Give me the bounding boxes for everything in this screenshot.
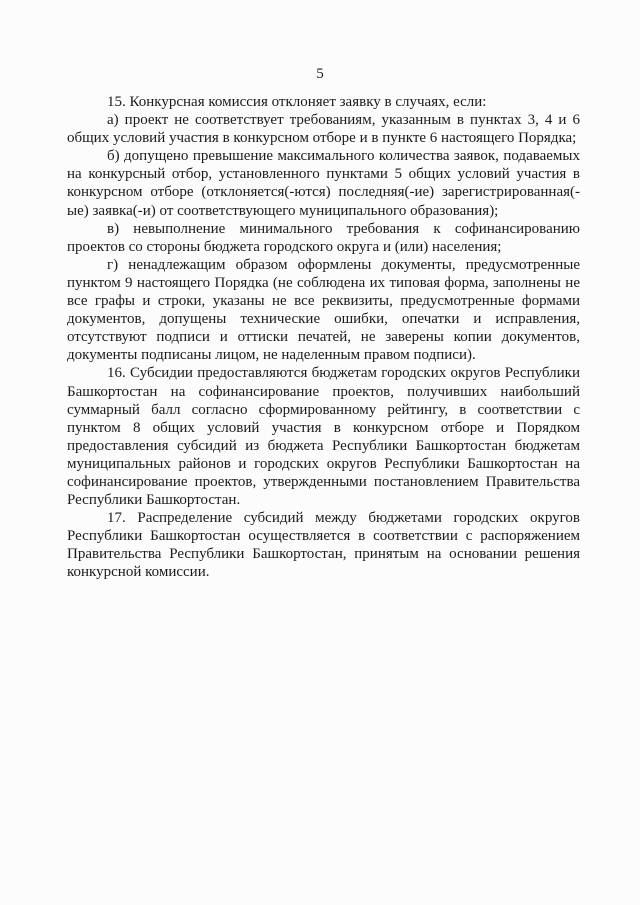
paragraph-15-item-v: в) невыполнение минимального требования к софинансированию проектов со стороны бюджета городского округа и (или) населения; bbox=[67, 220, 580, 255]
page-number: 5 bbox=[316, 66, 324, 82]
paragraph-15-item-a: а) проект не соответствует требованиям, указанным в пунктах 3, 4 и 6 общих условий участия в конкурсном отборе и в пункте 6 настоящего Порядка; bbox=[67, 112, 580, 147]
paragraph-16: 16. Субсидии предоставляются бюджетам городских округов Республики Башкортостан на софинансирование проектов, получивших наибольший суммарный балл согласно сформированному рейтингу, в соответствии с пунктом 8 общих условий участия в конкурсном отборе и Порядком предоставления субсидий из бюджета Республики Башкортостан бюджетам муниципальных районов и городских округов Республики Башкортостан на софинансирование проектов, утвержденными постановлением Правительства Республики Башкортостан. bbox=[67, 365, 580, 509]
document-body bbox=[67, 93, 580, 582]
paragraph-15-intro: 15. Конкурсная комиссия отклоняет заявку в случаях, если: bbox=[107, 94, 487, 110]
paragraph-15-item-b: б) допущено превышение максимального количества заявок, подаваемых на конкурсный отбор, установленного пунктами 5 общих условий участия в конкурсном отборе (отклоняется(-ются) последняя(-ие) зарегистрированная(-ые) заявка(-и) от соответствующего муниципального образования); bbox=[67, 148, 580, 219]
paragraph-17: 17. Распределение субсидий между бюджетами городских округов Республики Башкортостан осуществляется в соответствии с распоряжением Правительства Республики Башкортостан, принятым на основании решения конкурсной комиссии. bbox=[67, 510, 580, 581]
paragraph-15-item-g: г) ненадлежащим образом оформлены документы, предусмотренные пунктом 9 настоящего Порядка (не соблюдена их типовая форма, заполнены не все графы и строки, указаны не все реквизиты, предусмотренные формами документов, допущены технические ошибки, опечатки и исправления, отсутствуют подписи и оттиски печатей, не заверены копии документов, документы подписаны лицом, не наделенным правом подписи). bbox=[67, 256, 580, 364]
